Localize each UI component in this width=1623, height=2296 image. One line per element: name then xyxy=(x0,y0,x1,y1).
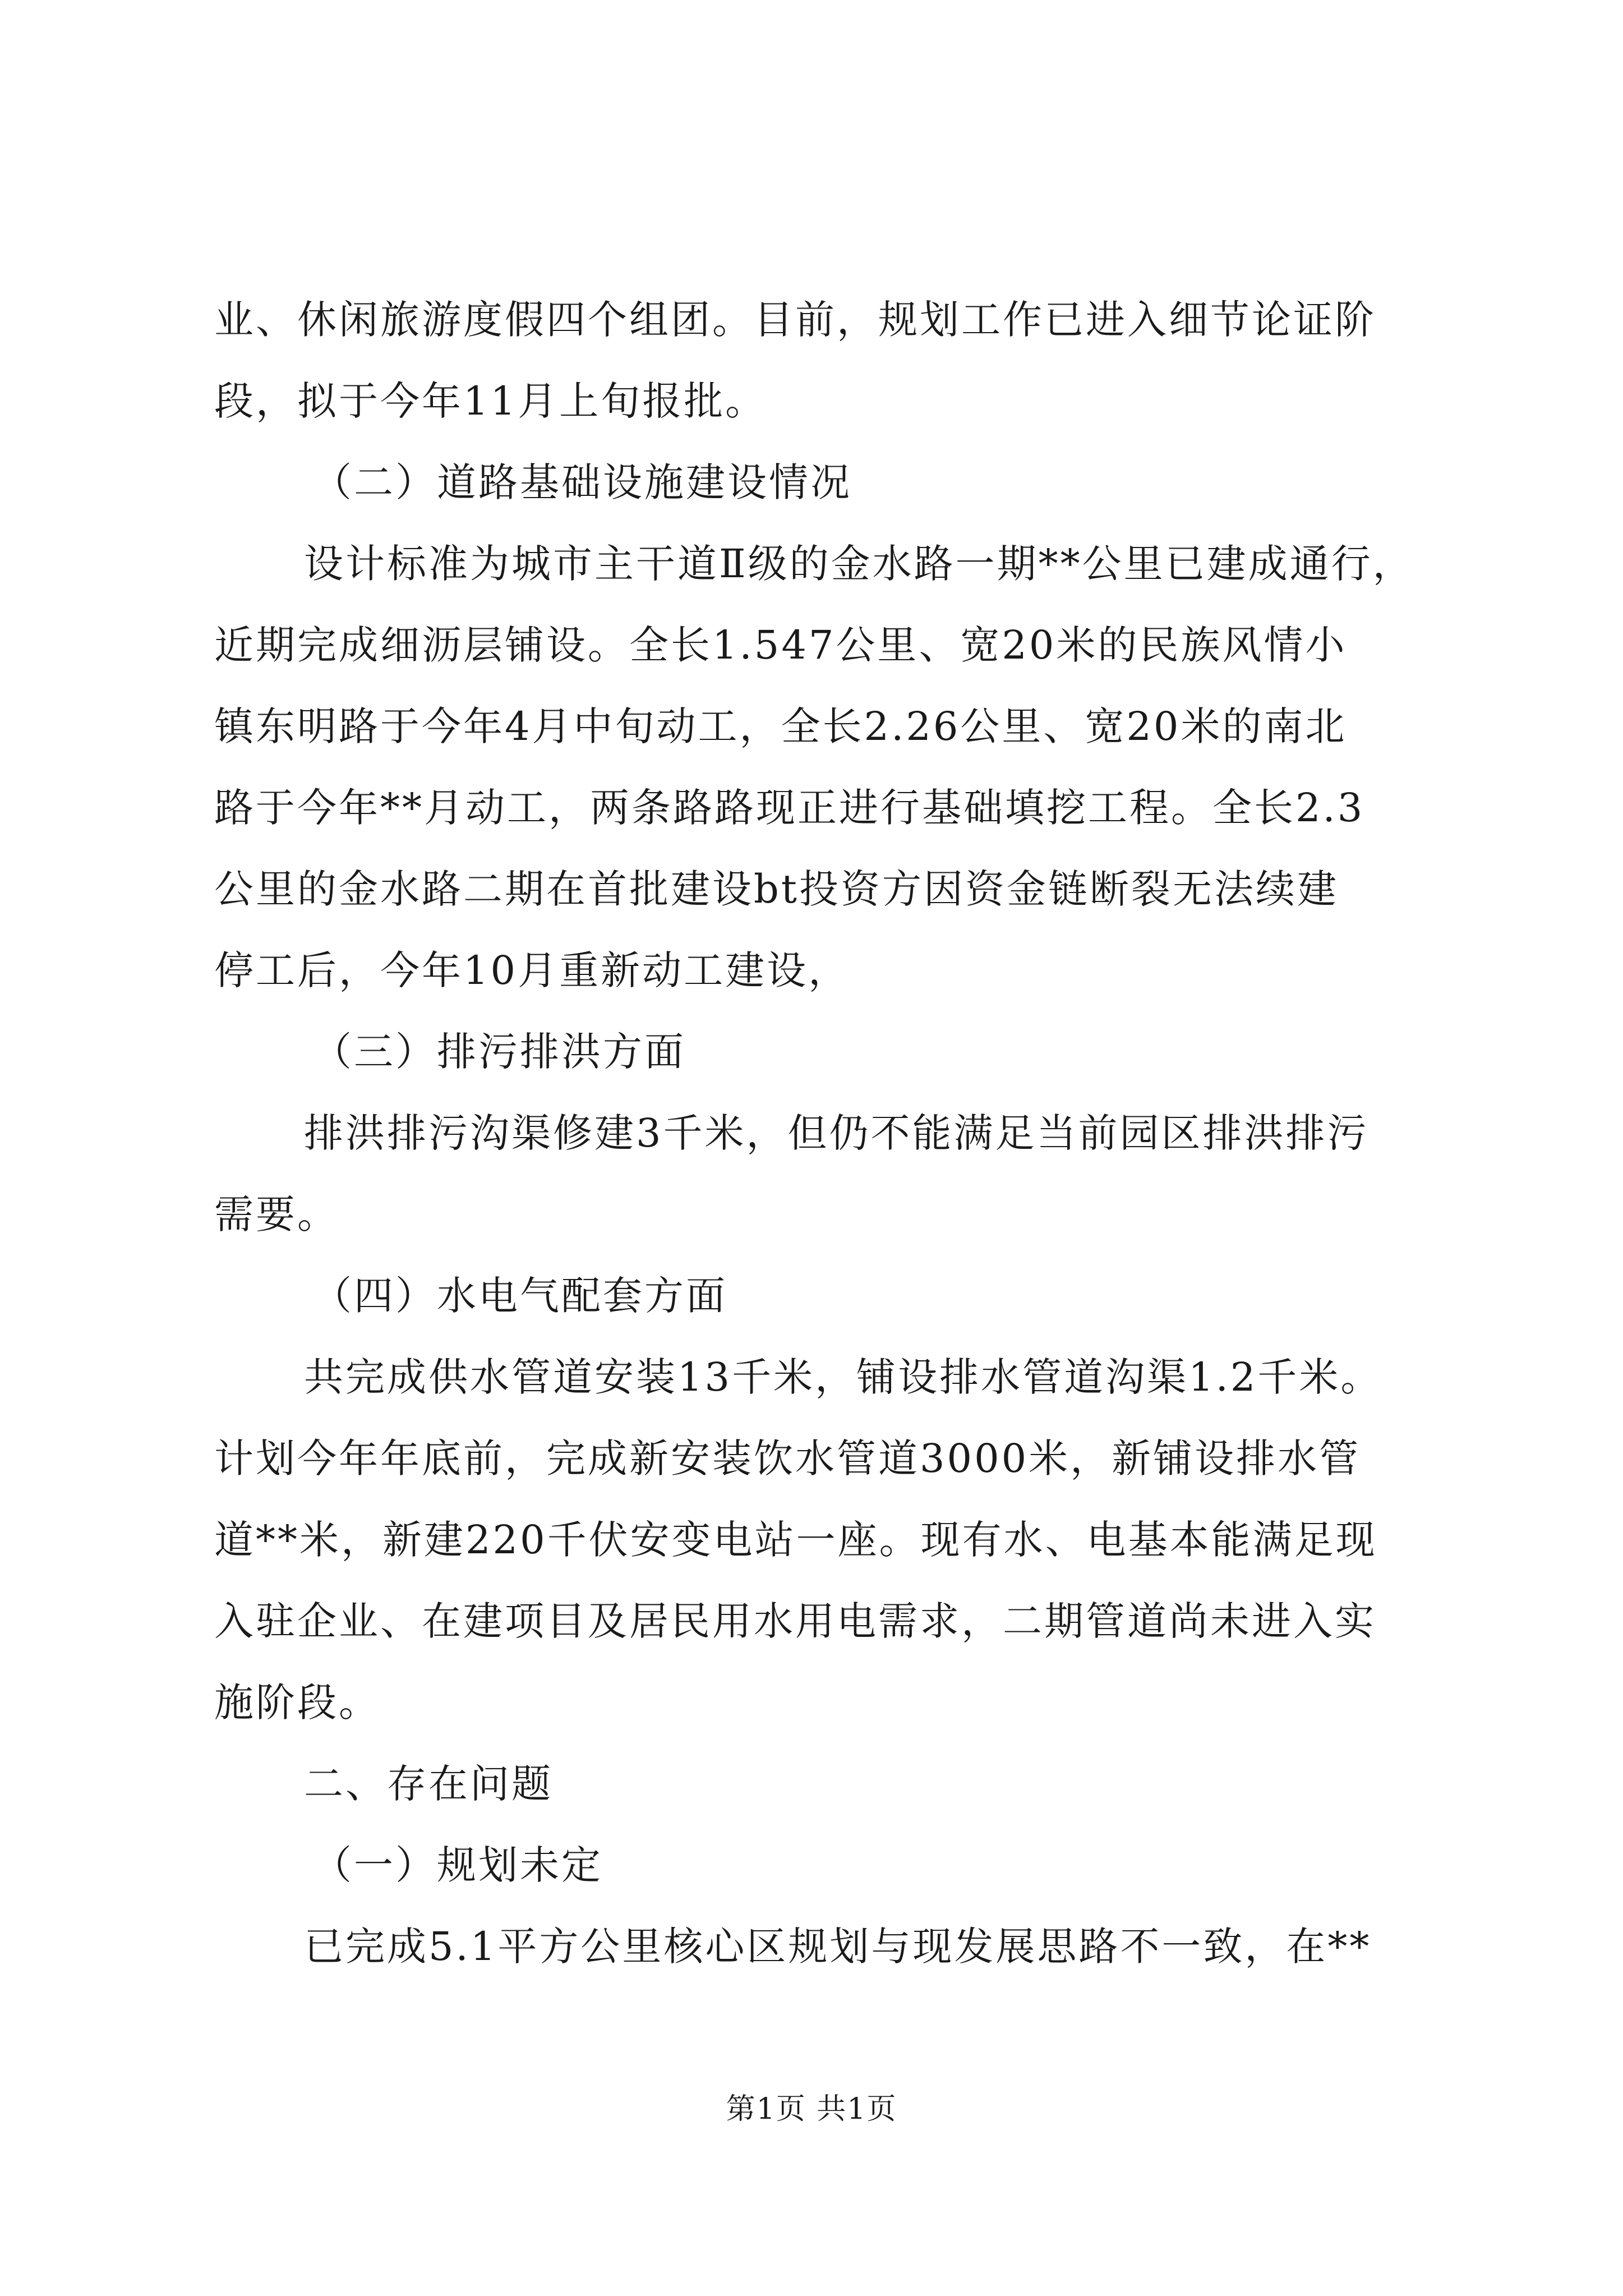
text-line: 道**米，新建220千伏安变电站一座。现有水、电基本能满足现 xyxy=(214,1517,1377,1563)
text-line: 设计标准为城市主干道Ⅱ级的金水路一期**公里已建成通行， xyxy=(304,541,1414,587)
text-line: 路于今年**月动工，两条路路现正进行基础填挖工程。全长2.3 xyxy=(214,785,1365,831)
section-heading: （三）排污排洪方面 xyxy=(312,1029,686,1075)
text-line: 共完成供水管道安装13千米，铺设排水管道沟渠1.2千米。 xyxy=(304,1354,1382,1400)
text-line: 入驻企业、在建项目及居民用水用电需求，二期管道尚未进入实 xyxy=(214,1598,1376,1644)
text-line: 镇东明路于今年4月中旬动工，全长2.26公里、宽20米的南北 xyxy=(214,703,1347,749)
page-footer: 第1页 共1页 xyxy=(726,2092,897,2126)
text-line: 已完成5.1平方公里核心区规划与现发展思路不一致，在** xyxy=(304,1924,1372,1970)
section-heading: （一）规划未定 xyxy=(312,1842,603,1888)
text-line: 施阶段。 xyxy=(214,1680,380,1726)
text-line: 需要。 xyxy=(214,1191,339,1237)
text-line: 停工后，今年10月重新动工建设， xyxy=(214,947,850,993)
text-line: 计划今年年底前，完成新安装饮水管道3000米，新铺设排水管 xyxy=(214,1435,1361,1481)
text-line: 公里的金水路二期在首批建设bt投资方因资金链断裂无法续建 xyxy=(214,866,1339,912)
text-line: 近期完成细沥层铺设。全长1.547公里、宽20米的民族风情小 xyxy=(214,622,1347,668)
text-line: 排洪排污沟渠修建3千米，但仍不能满足当前园区排洪排污 xyxy=(304,1110,1369,1156)
section-heading: 二、存在问题 xyxy=(304,1761,553,1807)
section-heading: （二）道路基础设施建设情况 xyxy=(312,459,852,505)
section-heading: （四）水电气配套方面 xyxy=(312,1273,727,1319)
text-line: 段，拟于今年11月上旬报批。 xyxy=(214,378,767,424)
text-line: 业、休闲旅游度假四个组团。目前，规划工作已进入细节论证阶 xyxy=(214,297,1376,343)
